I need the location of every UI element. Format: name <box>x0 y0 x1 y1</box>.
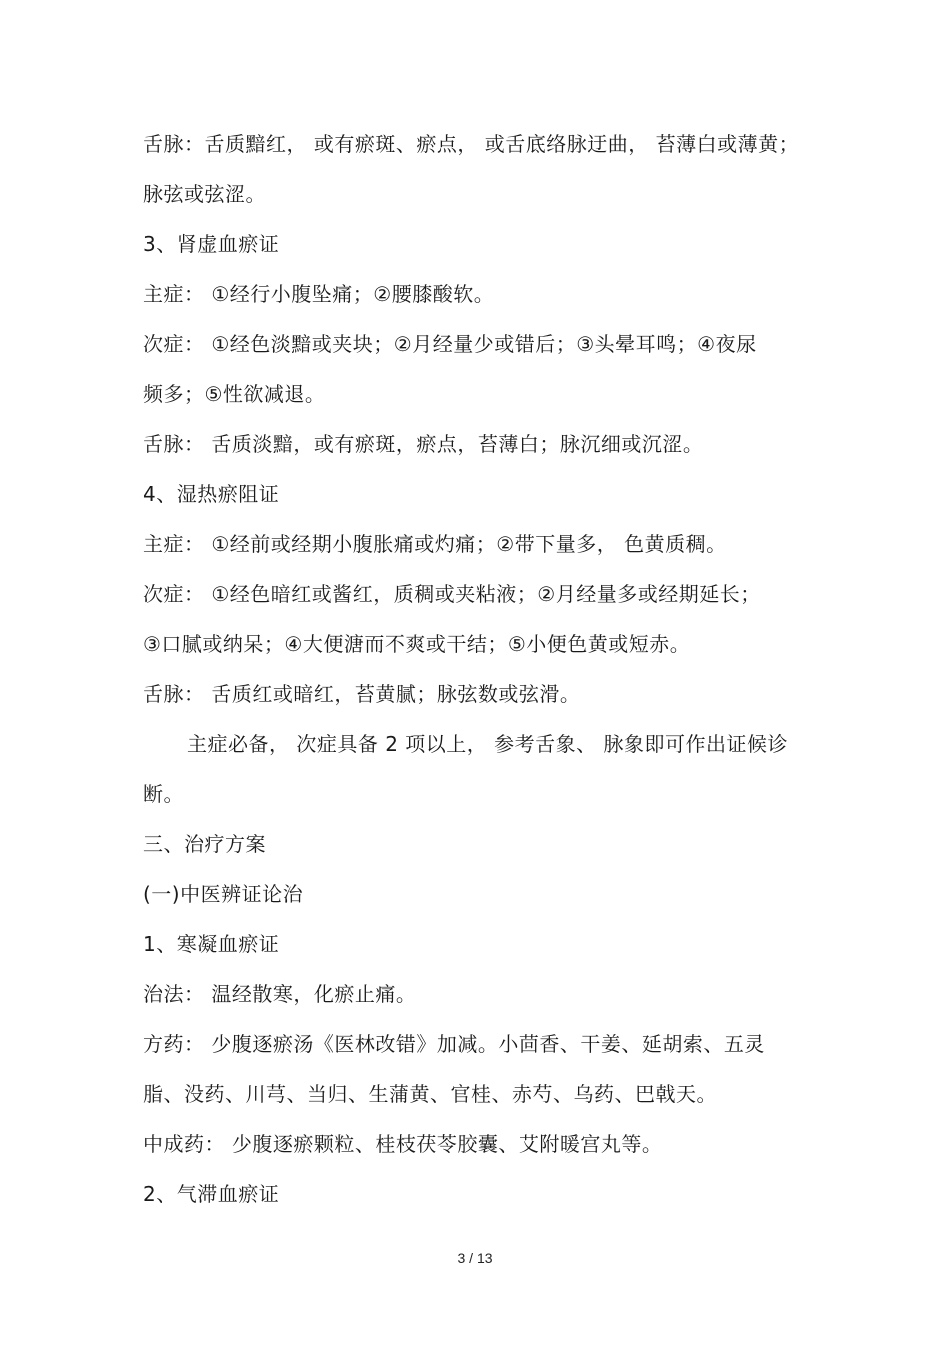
secondary-symptoms-line: 次症： ①经色淡黯或夹块；②月经量少或错后；③头晕耳鸣；④夜尿 <box>143 332 757 356</box>
tongue-pulse-line: 舌脉： 舌质红或暗红，苔黄腻；脉弦数或弦滑。 <box>143 682 581 706</box>
chapter-heading: 三、治疗方案 <box>143 832 266 856</box>
page-number: 3 / 13 <box>457 1250 493 1266</box>
section-heading: 3、肾虚血瘀证 <box>143 232 280 256</box>
diagnosis-note-cont: 断。 <box>143 782 184 806</box>
tongue-pulse-line: 舌脉：舌质黯红， 或有瘀斑、瘀点， 或舌底络脉迂曲， 苔薄白或薄黄； <box>143 132 800 156</box>
tongue-pulse-line: 舌脉： 舌质淡黯，或有瘀斑，瘀点，苔薄白；脉沉细或沉涩。 <box>143 432 704 456</box>
treatment-method-line: 治法： 温经散寒，化瘀止痛。 <box>143 982 417 1006</box>
secondary-symptoms-line-cont: 频多；⑤性欲减退。 <box>143 382 326 406</box>
section-heading: 2、气滞血瘀证 <box>143 1182 280 1206</box>
secondary-symptoms-line: 次症： ①经色暗红或酱红，质稠或夹粘液；②月经量多或经期延长； <box>143 582 761 606</box>
document-body <box>143 124 823 1224</box>
prescription-line: 方药： 少腹逐瘀汤《医林改错》加减。小茴香、干姜、延胡索、五灵 <box>143 1032 765 1056</box>
tongue-pulse-line-cont: 脉弦或弦涩。 <box>143 182 266 206</box>
main-symptoms-line: 主症： ①经前或经期小腹胀痛或灼痛；②带下量多， 色黄质稠。 <box>143 532 727 556</box>
section-heading: 4、湿热瘀阻证 <box>143 482 280 506</box>
main-symptoms-line: 主症： ①经行小腹坠痛；②腰膝酸软。 <box>143 282 495 306</box>
prescription-line-cont: 脂、没药、川芎、当归、生蒲黄、官桂、赤芍、乌药、巴戟天。 <box>143 1082 717 1106</box>
section-heading: 1、寒凝血瘀证 <box>143 932 280 956</box>
patent-medicine-line: 中成药： 少腹逐瘀颗粒、桂枝茯苓胶囊、艾附暖宫丸等。 <box>143 1132 663 1156</box>
subsection-heading: (一)中医辨证论治 <box>143 882 304 906</box>
secondary-symptoms-line-cont: ③口腻或纳呆；④大便溏而不爽或干结；⑤小便色黄或短赤。 <box>143 632 691 656</box>
diagnosis-note: 主症必备， 次症具备 2 项以上， 参考舌象、 脉象即可作出证候诊 <box>187 732 789 756</box>
